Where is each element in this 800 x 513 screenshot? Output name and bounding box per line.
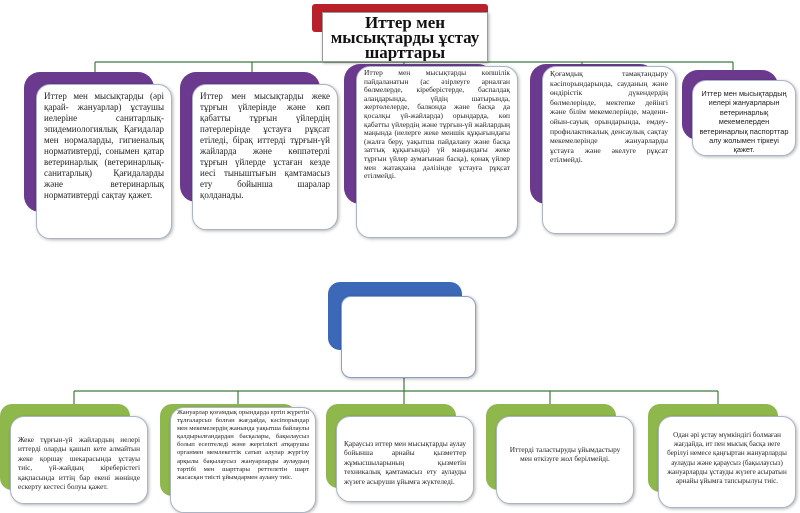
- top-card-5: [682, 70, 796, 160]
- card-body: [170, 407, 316, 513]
- card-text: Жануарлар қоғамдық орындарда ертіп жүретін тұлғаларсыз болған жағдайда, кәсіпорындар мен мекемелердің жанында уақытша байлаулы қалдырылғандардан басқалары, бақылаусыз болып есептеледі және жергілікті атқарушы органмен мемлекеттік сатып алулар жүргізу арқылы бақылаусыз жануарларды аулаудың тәртібі мен шарттары реттелетін шарт жасасқан тиісті ұйымдармен аулану тиіс.: [177, 409, 309, 481]
- center-box: [341, 296, 476, 378]
- card-text: Иттер мен мысықтарды көпшілік пайдаланатын (ас әзірлеуге арналған бөлмелерде, кіреберістерде, баспалдақ алаңдарында, үйдің шатырында, жертөлелерде, балконда және басқа да қосалқы үй-жайларда) орындарда, көп қабатты үйлердің және тұрғын-үй жайлардың маңында (иелерге жеке меншік құқығындағы (жалға беру, уақытша пайдалану және басқа заттық құқығында) үй маңындағы жеке тұрғын үйлер аумағынан басқа), қонақ үйлер мен жатақхана дәлізінде ұстауға рұқсат етілмейді.: [364, 68, 510, 181]
- diagram-title: Иттер мен мысықтарды ұстау шарттары: [322, 12, 488, 62]
- bottom-card-4: [486, 404, 636, 506]
- card-text: Иттер мен мысықтардың иелері жануарларын ветеринарлық мекемелерден ветеринарлық паспорттар алу жолымен тіркеуі қажет.: [699, 89, 789, 155]
- card-text: Қоғамдық тамақтандыру кәсіпорындарында, сауданың және өндірістік дүкендердің бөлмелерінде, мектепке дейінгі және білім мекемелерінде, мәдени-ойын-сауық орындарында, емдеу-профилактикалық денсаулық сақтау мекемелерінде жануарларды ұстауға және әкелуге рұқсат етілмейді.: [550, 69, 668, 165]
- top-card-1: [24, 72, 174, 242]
- top-card-4: [530, 64, 678, 236]
- card-body: [336, 416, 474, 502]
- card-text: Иттер мен мысықтарды жеке тұрғын үйлерінде және көп қабатты тұрғын үйлердің пәтерлерінде ұстауға рұқсат етіледі, бірақ иттерді тұрғын-үй жайларда және көппәтерлі тұрғын үйлерде ұстаған кезде иесі тыныштығын қамтамасыз ету бойынша шаралар қолданады.: [200, 91, 330, 200]
- top-card-3: [344, 64, 520, 240]
- card-body: [658, 416, 796, 508]
- card-text: Иттерді таластыруды ұйымдастыру мен өткізуге жол берілмейді.: [509, 445, 621, 464]
- card-text: Одан әрі ұстау мүмкіндігі болмаған жағдайда, ит пен мысық басқа иеге берілуі немесе қаңғыртан жануарларды аулауды және қараусыз (бақылаусыз) жануарларды ұстауды жүзеге асыратын арнайы ұйымға тапсырылуы тиіс.: [667, 431, 787, 486]
- card-body: [192, 84, 338, 230]
- card-text: Иттер мен мысықтарды (әрі қарай- жануарлар) ұстаушы иелеріне санитарлық-эпидемиологиялық Қағидалар мен нормаларды, гигиеналық нормативтерді, сонымен қатар ветеринарлық (ветеринарлық-санитарлық) Қағидаларды және ветеринарлық нормативтерді сақтау қажет.: [44, 91, 164, 200]
- card-body: [496, 416, 634, 504]
- card-body: [692, 80, 796, 156]
- card-body: [10, 416, 148, 504]
- bottom-card-3: [326, 404, 476, 504]
- card-text: Қараусыз иттер мен мысықтарды аулау бойынша арнайы қызметтер жұмысшыларының қызметін техникалық қамтамасыз ету аулауды жүзеге асыруши ұйымға жүктеледі.: [344, 439, 466, 486]
- card-body: [36, 84, 172, 239]
- card-text: Жеке тұрғын-үй жайлардың иелері иттерді оларды қашып кете алмайтын жеке қоршау шекарасында ұстауы тиіс, үй-жайдың кіреберістегі қақпасында иттің бар екені жөнінде ескерту кестесі болуы қажет.: [18, 435, 140, 492]
- bottom-card-1: [0, 404, 150, 506]
- card-body: [356, 66, 518, 238]
- card-body: [542, 66, 676, 234]
- bottom-card-2: [160, 404, 318, 513]
- top-card-2: [180, 72, 340, 232]
- bottom-card-5: [648, 404, 798, 510]
